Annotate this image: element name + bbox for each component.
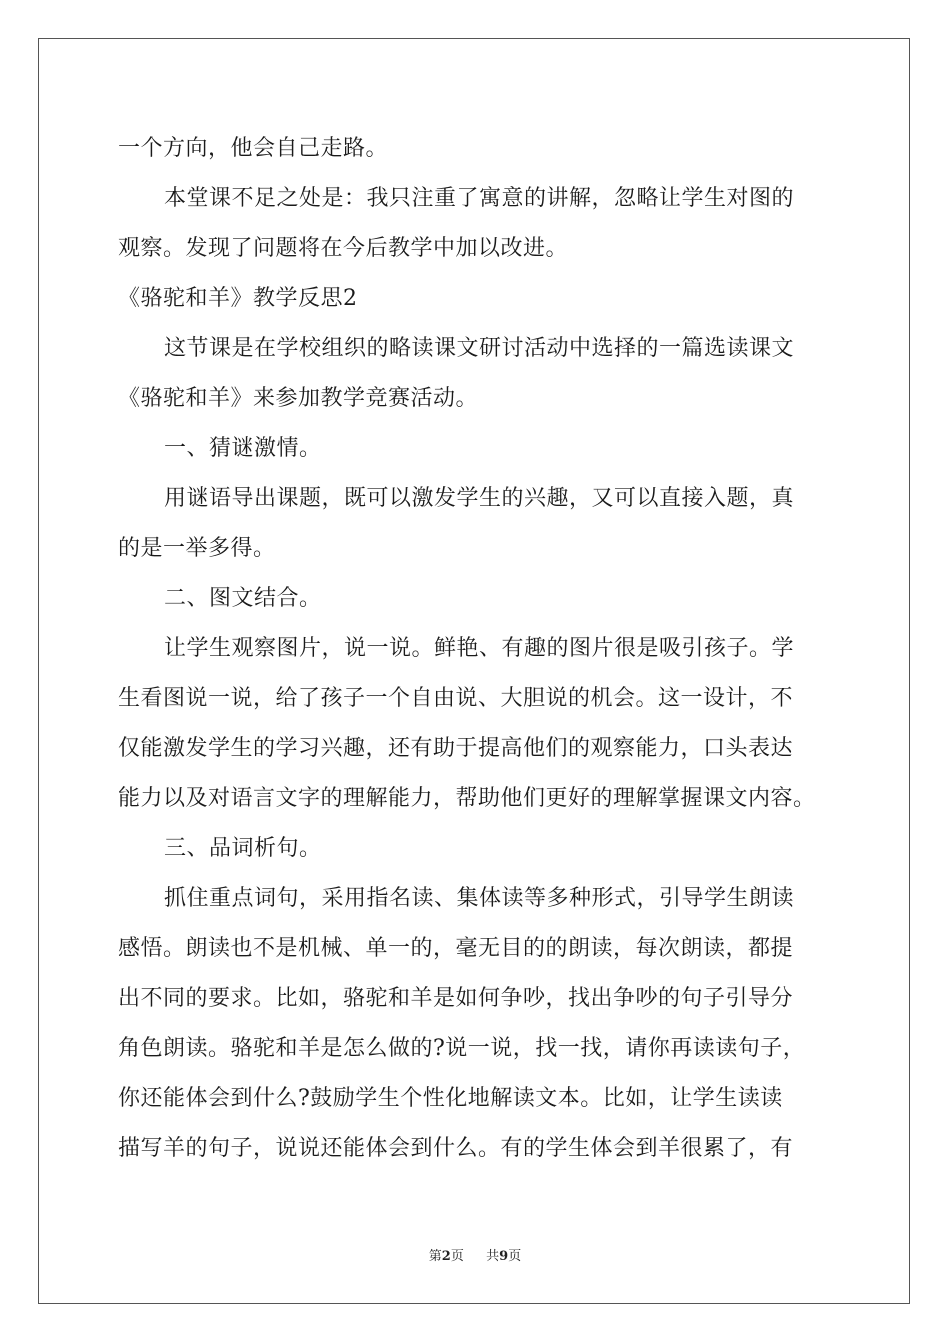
subheading: 二、图文结合。 (164, 586, 322, 611)
text-line: 你还能体会到什么?鼓励学生个性化地解读文本。比如，让学生读读 (118, 1086, 783, 1111)
section-heading: 《骆驼和羊》教学反思2 (118, 286, 358, 311)
total-number: 9 (499, 1249, 509, 1264)
page-number: 2 (441, 1249, 451, 1264)
text-line: 这节课是在学校组织的略读课文研讨活动中选择的一篇选读课文 (164, 336, 795, 361)
text-line: 《骆驼和羊》来参加教学竞赛活动。 (118, 386, 479, 411)
text-line: 的是一举多得。 (118, 536, 276, 561)
text-line: 感悟。朗读也不是机械、单一的，毫无目的的朗读，每次朗读，都提 (118, 936, 794, 961)
text-line: 让学生观察图片，说一说。鲜艳、有趣的图片很是吸引孩子。学 (164, 636, 795, 661)
total-pages-indicator (486, 1245, 521, 1264)
page-suffix: 页 (450, 1249, 464, 1264)
page-prefix: 第 (428, 1249, 442, 1264)
text-line: 角色朗读。骆驼和羊是怎么做的?说一说，找一找，请你再读读句子， (118, 1036, 806, 1061)
text-line: 能力以及对语言文字的理解能力，帮助他们更好的理解掌握课文内容。 (118, 786, 816, 811)
page-indicator (429, 1245, 464, 1264)
text-line: 用谜语导出课题，既可以激发学生的兴趣，又可以直接入题，真 (164, 486, 795, 511)
text-line: 描写羊的句子，说说还能体会到什么。有的学生体会到羊很累了，有 (118, 1136, 794, 1161)
text-line: 本堂课不足之处是：我只注重了寓意的讲解，忽略让学生对图的 (164, 186, 795, 211)
page-footer (0, 1245, 950, 1264)
text-line: 抓住重点词句，采用指名读、集体读等多种形式，引导学生朗读 (164, 886, 795, 911)
text-line: 观察。发现了问题将在今后教学中加以改进。 (118, 236, 569, 261)
total-suffix: 页 (508, 1249, 522, 1264)
text-line: 出不同的要求。比如，骆驼和羊是如何争吵，找出争吵的句子引导分 (118, 986, 794, 1011)
text-line: 生看图说一说，给了孩子一个自由说、大胆说的机会。这一设计，不 (118, 686, 794, 711)
total-prefix: 共 (486, 1249, 500, 1264)
text-line: 仅能激发学生的学习兴趣，还有助于提高他们的观察能力，口头表达 (118, 736, 794, 761)
text-line: 一个方向，他会自己走路。 (118, 136, 389, 161)
subheading: 一、猜谜激情。 (164, 436, 322, 461)
subheading: 三、品词析句。 (164, 836, 322, 861)
page-border (38, 38, 910, 1304)
